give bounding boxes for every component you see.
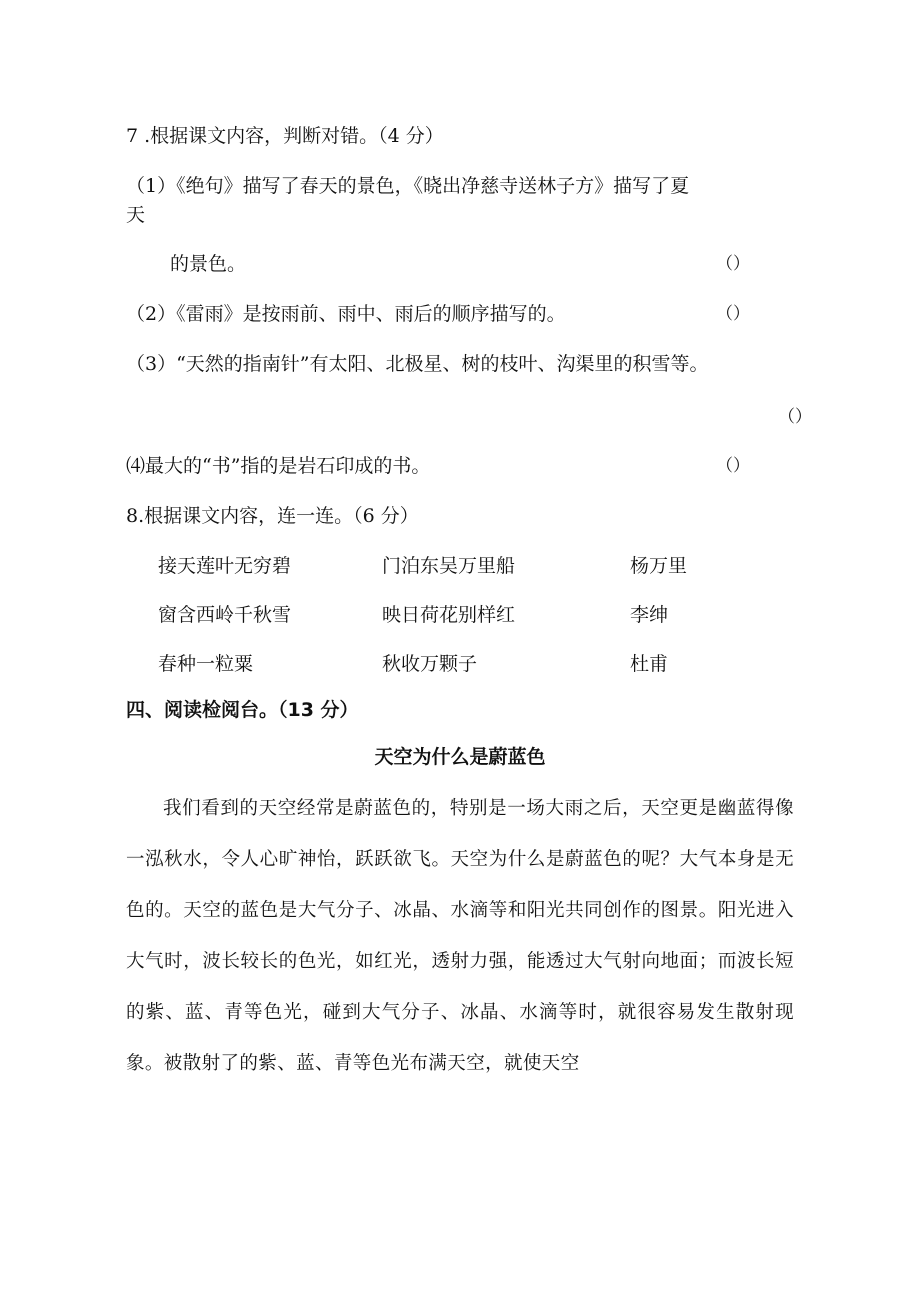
q7-item1-answer-paren[interactable]: （） (716, 254, 750, 274)
article-paragraph: 我们看到的天空经常是蔚蓝色的，特别是一场大雨之后，天空更是幽蓝得像一泓秋水，令人心旷神怡，跃跃欲飞。天空为什么是蔚蓝色的呢？大气本身是无色的。天空的蓝色是大气分子、冰晶、水滴等和阳光共同创作的图景。阳光进入大气时，波长较长的色光，如红光，透射力强，能透过大气射向地面；而波长短的紫、蓝、青等色光，碰到大气分子、冰晶、水滴等时，就很容易发生散射现象。被散射了的紫、蓝、青等色光布满天空，就使天空 (126, 798, 794, 1074)
q8-row3-col3: 杜甫 (630, 653, 669, 675)
q7-item2-answer-paren[interactable]: （） (716, 304, 750, 324)
section4-heading: 四、阅读检阅台。（13 分） (126, 699, 359, 721)
q7-item4-answer-paren[interactable]: （） (716, 456, 750, 476)
q8-row1-col2: 门泊东吴万里船 (382, 555, 516, 577)
q7-item1-line1: （1）《绝句》描写了春天的景色，《晓出净慈寺送林子方》描写了夏 (126, 175, 690, 197)
q7-title: 7 .根据课文内容，判断对错。（4 分） (126, 125, 444, 147)
q8-row3-col1: 春种一粒粟 (158, 653, 254, 675)
q7-item1-line2: 天 (126, 204, 146, 226)
q8-row2-col1: 窗含西岭千秋雪 (158, 604, 292, 626)
q7-item3: （3）“天然的指南针”有太阳、北极星、树的枝叶、沟渠里的积雪等。 (126, 353, 709, 375)
q8-row1-col3: 杨万里 (630, 555, 688, 577)
article-title: 天空为什么是蔚蓝色 (374, 746, 546, 768)
q8-title: 8.根据课文内容，连一连。（6 分） (126, 505, 419, 527)
q7-item3-answer-paren[interactable]: （） (778, 407, 812, 427)
q8-row3-col2: 秋收万颗子 (382, 653, 478, 675)
q8-row2-col2: 映日荷花别样红 (382, 604, 516, 626)
q7-item2: （2）《雷雨》是按雨前、雨中、雨后的顺序描写的。 (126, 303, 566, 325)
q8-row2-col3: 李绅 (630, 604, 669, 626)
q8-row1-col1: 接天莲叶无穷碧 (158, 555, 292, 577)
q7-item4: ⑷最大的“书”指的是岩石印成的书。 (126, 455, 431, 477)
q7-item1-line3: 的景色。 (170, 253, 247, 275)
